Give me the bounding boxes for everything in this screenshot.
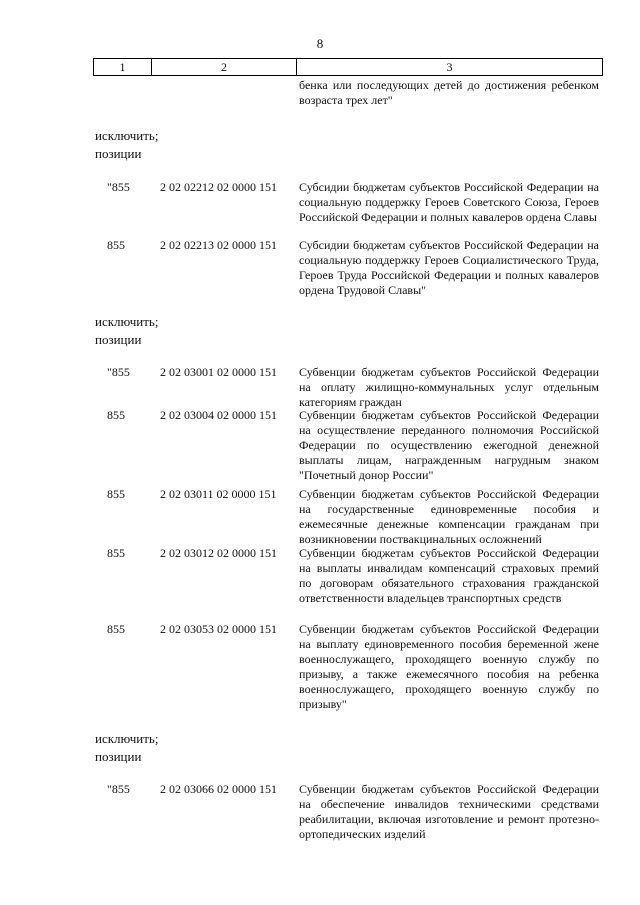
- budget-code: 2 02 03004 02 0000 151: [160, 408, 277, 422]
- admin-code: 855: [107, 622, 125, 636]
- budget-code: 2 02 03012 02 0000 151: [160, 546, 277, 560]
- positions-label: позиции: [95, 332, 142, 347]
- row-description: Субсидии бюджетам субъектов Российской Федерации на социальную поддержку Героев Советского Союза, Героев Российской Федерации и полных кавалеров ордена Славы: [299, 180, 599, 224]
- admin-code: "855: [107, 180, 130, 194]
- admin-code: 855: [107, 408, 125, 422]
- exclude-label: исключить;: [95, 128, 159, 143]
- exclude-label: исключить;: [95, 731, 159, 746]
- budget-code: 2 02 02212 02 0000 151: [160, 180, 277, 194]
- row-description: Субвенции бюджетам субъектов Российской Федерации на выплату единовременного пособия беременной жене военнослужащего, проходящего военную службу по призыву, а также ежемесячного пособия на ребенка военнослужащего, проходящего военную службу по призыву": [299, 622, 599, 711]
- row-description: Субвенции бюджетам субъектов Российской Федерации на выплаты инвалидам компенсаций страховых премий по договорам обязательного страхования гражданской ответственности владельцев транспортных средств: [299, 546, 599, 605]
- row-description: Субвенции бюджетам субъектов Российской Федерации на осуществление переданного полномочия Российской Федерации по осуществлению ежегодной денежной выплаты лицам, награжденным нагрудным знаком "Почетный донор России": [299, 408, 599, 482]
- column-header-table: [93, 58, 603, 76]
- budget-code: 2 02 02213 02 0000 151: [160, 238, 277, 252]
- row-description: Субвенции бюджетам субъектов Российской Федерации на оплату жилищно-коммунальных услуг отдельным категориям граждан: [299, 365, 599, 409]
- row-description: Субвенции бюджетам субъектов Российской Федерации на государственные единовременные пособия и ежемесячные денежные компенсации гражданам при возникновении поствакцинальных осложнений: [299, 487, 599, 546]
- positions-label: позиции: [95, 146, 142, 161]
- column-header-3: 3: [297, 59, 603, 76]
- admin-code: 855: [107, 238, 125, 252]
- budget-code: 2 02 03066 02 0000 151: [160, 782, 277, 796]
- admin-code: 855: [107, 546, 125, 560]
- column-header-2: 2: [152, 59, 297, 76]
- admin-code: "855: [107, 782, 130, 796]
- column-header-1: 1: [94, 59, 152, 76]
- admin-code: "855: [107, 365, 130, 379]
- budget-code: 2 02 03011 02 0000 151: [160, 487, 277, 501]
- row-description: Субсидии бюджетам субъектов Российской Федерации на социальную поддержку Героев Социалистического Труда, Героев Труда Российской Федерации и полных кавалеров ордена Трудовой Славы": [299, 238, 599, 297]
- exclude-label: исключить;: [95, 314, 159, 329]
- row-description: Субвенции бюджетам субъектов Российской Федерации на обеспечение инвалидов техническими средствами реабилитации, включая изготовление и ремонт протезно-ортопедических изделий: [299, 782, 599, 841]
- admin-code: 855: [107, 487, 125, 501]
- continuation-text: бенка или последующих детей до достижения ребенком возраста трех лет": [299, 78, 599, 107]
- page-number: 8: [316, 36, 324, 51]
- positions-label: позиции: [95, 749, 142, 764]
- budget-code: 2 02 03053 02 0000 151: [160, 622, 277, 636]
- budget-code: 2 02 03001 02 0000 151: [160, 365, 277, 379]
